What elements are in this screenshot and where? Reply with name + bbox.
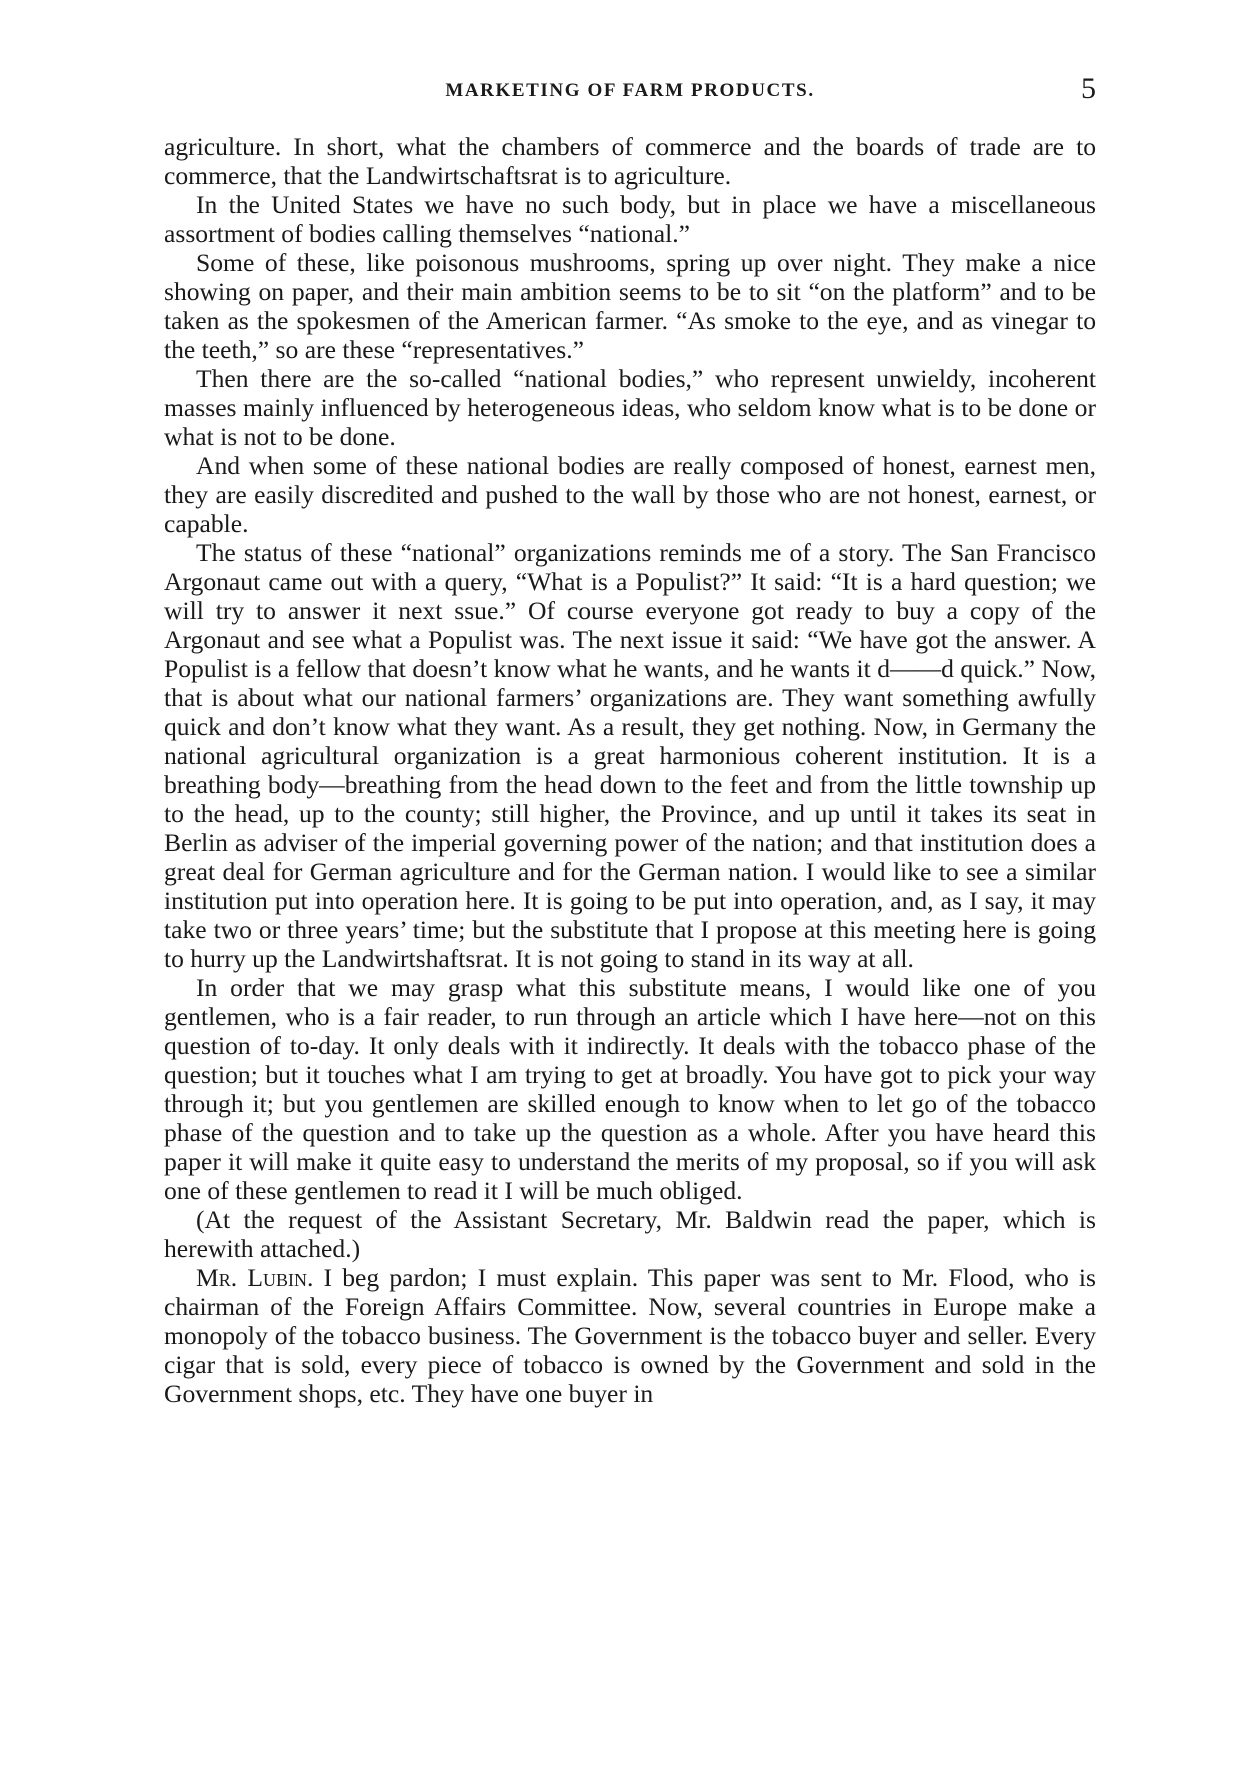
body-text [164,132,1096,1408]
page-number: 5 [1081,72,1096,105]
paragraph-speaker [164,1263,1096,1408]
speaker-text: I beg pardon; I must explain. This paper was sent to Mr. Flood, who is chairman of the Foreign Affairs Committee. Now, several countries in Europe make a monopoly of the tobacco business. The Government is the tobacco buyer and seller. Every cigar that is sold, every piece of tobacco is owned by the Government and sold in the Government shops, etc. They have one buyer in [164,1263,1096,1408]
running-title: MARKETING OF FARM PRODUCTS. [445,80,815,101]
paragraph: And when some of these national bodies are really composed of honest, earnest men, they are easily discredited and pushed to the wall by those who are not honest, earnest, or capable. [164,451,1096,538]
paragraph-continuation: agriculture. In short, what the chambers of commerce and the boards of trade are to commerce, that the Landwirtschaftsrat is to agriculture. [164,132,1096,190]
paragraph: (At the request of the Assistant Secretary, Mr. Baldwin read the paper, which is herewith attached.) [164,1205,1096,1263]
paragraph: In order that we may grasp what this substitute means, I would like one of you gentlemen, who is a fair reader, to run through an article which I have here—not on this question of to-day. It only deals with it indirectly. It deals with the tobacco phase of the question; but it touches what I am trying to get at broadly. You have got to pick your way through it; but you gentlemen are skilled enough to know when to let go of the tobacco phase of the question and to take up the question as a whole. After you have heard this paper it will make it quite easy to understand the merits of my proposal, so if you will ask one of these gentlemen to read it I will be much obliged. [164,973,1096,1205]
running-head [164,72,1096,108]
speaker-name: Mr. Lubin. [196,1263,314,1292]
paragraph: Then there are the so-called “national bodies,” who represent unwieldy, incoherent masses mainly influenced by heterogeneous ideas, who seldom know what is to be done or what is not to be done. [164,364,1096,451]
paragraph: The status of these “national” organizations reminds me of a story. The San Francisco Argonaut came out with a query, “What is a Populist?” It said: “It is a hard question; we will try to answer it next ssue.” Of course everyone got ready to buy a copy of the Argonaut and see what a Populist was. The next issue it said: “We have got the answer. A Populist is a fellow that doesn’t know what he wants, and he wants it d——d quick.” Now, that is about what our national farmers’ organizations are. They want something awfully quick and don’t know what they want. As a result, they get nothing. Now, in Germany the national agricultural organization is a great harmonious coherent institution. It is a breathing body—breathing from the head down to the feet and from the little township up to the head, up to the county; still higher, the Province, and up until it takes its seat in Berlin as adviser of the imperial governing power of the nation; and that institution does a great deal for German agriculture and for the German nation. I would like to see a similar institution put into operation here. It is going to be put into operation, and, as I say, it may take two or three years’ time; but the substitute that I propose at this meeting here is going to hurry up the Landwirtshaftsrat. It is not going to stand in its way at all. [164,538,1096,973]
paragraph: In the United States we have no such body, but in place we have a miscellaneous assortment of bodies calling themselves “national.” [164,190,1096,248]
paragraph: Some of these, like poisonous mushrooms, spring up over night. They make a nice showing on paper, and their main ambition seems to be to sit “on the platform” and to be taken as the spokesmen of the American farmer. “As smoke to the eye, and as vinegar to the teeth,” so are these “representatives.” [164,248,1096,364]
